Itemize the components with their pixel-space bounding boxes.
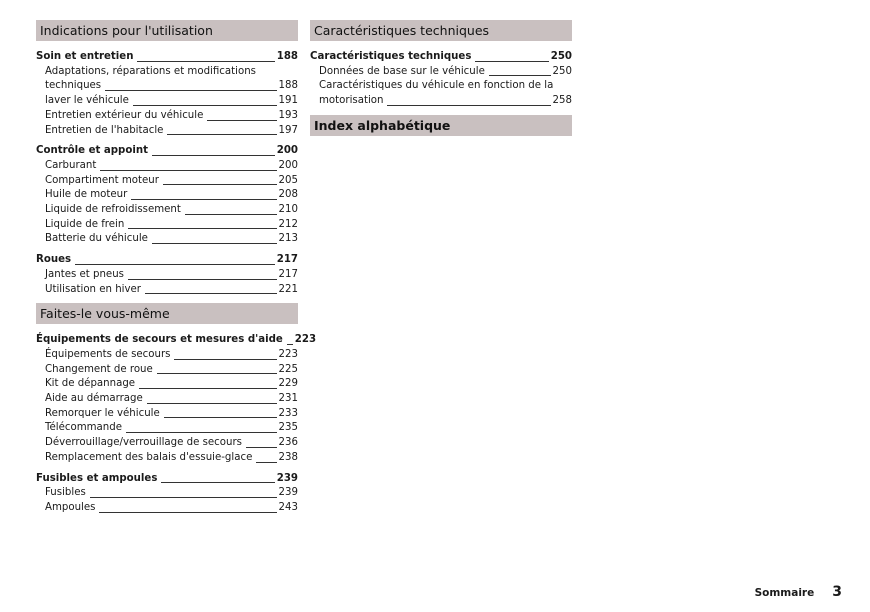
page-footer [755,584,842,600]
toc-entry-label: Remorquer le véhicule [45,407,160,419]
dot-leader [164,417,277,418]
toc-entry-label-line2: techniques [45,80,102,92]
toc-entry-page: 200 [276,145,298,157]
toc-entry-page: 236 [278,437,298,449]
dot-leader [152,155,275,156]
toc-entry-label: Batterie du véhicule [45,233,148,245]
toc-entry-label: Liquide de refroidissement [45,204,181,216]
toc-entry-adaptations[interactable] [36,79,298,94]
toc-entry-label: Entretien de l'habitacle [45,124,164,136]
dot-leader [475,61,548,62]
toc-entry-label: Données de base sur le véhicule [319,65,485,77]
toc-right-column [310,20,572,136]
page-number: 3 [832,584,842,600]
dot-leader [145,293,277,294]
toc-entry-controle-appoint[interactable] [36,144,298,159]
toc-entry-page: 208 [278,189,298,201]
toc-entry-label: Carburant [45,159,97,171]
toc-entry-page: 223 [278,348,298,360]
toc-entry-balais-essuie-glace[interactable] [36,451,298,466]
toc-entry-caracteristiques-techniques[interactable] [310,50,572,65]
dot-leader [256,462,276,463]
toc-entry-entretien-exterieur[interactable] [36,109,298,124]
toc-entry-label: Changement de roue [45,363,153,375]
toc-entry-deverrouillage[interactable] [36,436,298,451]
toc-entry-page: 217 [278,268,298,280]
toc-entry-batterie[interactable] [36,232,298,247]
dot-leader [387,105,550,106]
section-header-caracteristiques: Caractéristiques techniques [310,20,572,41]
toc-entry-page: 197 [278,124,298,136]
toc-entry-remorquer[interactable] [36,407,298,422]
toc-entry-label: Déverrouillage/verrouillage de secours [45,437,242,449]
toc-entry-page: 238 [278,451,298,463]
toc-entry-page: 193 [278,109,298,121]
dot-leader [152,243,277,244]
toc-entry-compartiment-moteur[interactable] [36,174,298,189]
dot-leader [157,373,277,374]
toc-entry-fusibles[interactable] [36,486,298,501]
toc-entry-jantes-pneus[interactable] [36,268,298,283]
toc-entry-label-line1[interactable]: Caractéristiques du véhicule en fonction de la [319,80,554,92]
toc-entry-label: Huile de moteur [45,189,128,201]
toc-entry-kit-depannage[interactable] [36,377,298,392]
dot-leader [139,388,276,389]
dot-leader [128,279,277,280]
dot-leader [287,344,293,345]
toc-entry-equipements-secours-mesures[interactable] [36,333,317,348]
toc-entry-label: Télécommande [45,422,122,434]
dot-leader [137,61,274,62]
dot-leader [126,432,277,433]
toc-entry-motorisation[interactable] [310,94,572,109]
toc-entry-page: 225 [278,363,298,375]
dot-leader [105,90,276,91]
toc-entry-label: Remplacement des balais d'essuie-glace [45,451,253,463]
toc-entry-equipements-secours[interactable] [36,348,298,363]
toc-entry-liquide-frein[interactable] [36,218,298,233]
toc-entry-page: 221 [278,283,298,295]
dot-leader [131,199,276,200]
dot-leader [75,264,275,265]
toc-entry-label: Équipements de secours [45,348,171,360]
toc-entry-page: 188 [278,80,298,92]
dot-leader [163,184,277,185]
toc-entry-label: Caractéristiques techniques [310,51,472,62]
toc-entry-label: Jantes et pneus [45,268,124,280]
dot-leader [90,497,277,498]
dot-leader [147,403,277,404]
section-header-indications: Indications pour l'utilisation [36,20,298,41]
toc-left-column [36,20,317,516]
toc-entry-utilisation-hiver[interactable] [36,283,298,298]
toc-entry-label: Roues [36,254,72,266]
toc-entry-page: 231 [278,393,298,405]
toc-entry-label: Soin et entretien [36,51,134,62]
dot-leader [174,359,276,360]
dot-leader [161,482,274,483]
toc-entry-page: 229 [278,378,298,390]
toc-entry-page: 239 [278,487,298,499]
toc-entry-page: 217 [276,254,298,266]
toc-entry-aide-demarrage[interactable] [36,392,298,407]
toc-entry-label: Entretien extérieur du véhicule [45,109,204,121]
toc-entry-page: 239 [276,472,298,484]
toc-entry-page: 223 [294,334,317,346]
toc-entry-changement-roue[interactable] [36,363,298,378]
toc-entry-page: 205 [278,174,298,186]
footer-label: Sommaire [754,587,815,599]
toc-entry-label: Compartiment moteur [45,174,159,186]
toc-entry-label: Fusibles et ampoules [36,472,158,484]
toc-entry-label-line2: motorisation [319,95,384,107]
toc-entry-ampoules[interactable] [36,501,298,516]
toc-entry-label: Ampoules [45,501,96,513]
toc-entry-label: Aide au démarrage [45,393,143,405]
toc-entry-label: Équipements de secours et mesures d'aide [36,334,283,346]
toc-entry-entretien-habitacle[interactable] [36,124,298,139]
dot-leader [128,228,276,229]
dot-leader [207,120,276,121]
toc-entry-fusibles-ampoules[interactable] [36,472,298,487]
dot-leader [167,134,276,135]
dot-leader [99,512,276,513]
toc-entry-page: 243 [278,501,298,513]
toc-entry-label: Kit de dépannage [45,378,136,390]
toc-entry-page: 235 [278,422,298,434]
dot-leader [185,214,277,215]
toc-entry-label: Fusibles [45,487,86,499]
toc-entry-page: 188 [276,51,298,62]
toc-entry-roues[interactable] [36,253,298,268]
dot-leader [100,170,276,171]
toc-entry-label: Liquide de frein [45,218,125,230]
toc-entry-page: 233 [278,407,298,419]
toc-entry-label: laver le véhicule [45,95,129,107]
section-header-faites-le: Faites-le vous-même [36,303,298,324]
toc-entry-page: 258 [552,95,572,107]
toc-entry-page: 200 [278,159,298,171]
toc-entry-label: Contrôle et appoint [36,145,148,157]
toc-entry-label-line1[interactable]: Adaptations, réparations et modifications [45,65,256,77]
dot-leader [246,447,277,448]
toc-entry-huile-moteur[interactable] [36,188,298,203]
toc-entry-soin-entretien[interactable] [36,50,298,65]
toc-entry-donnees-base[interactable] [310,65,572,80]
toc-entry-telecommande[interactable] [36,421,298,436]
toc-entry-page: 250 [552,65,572,77]
dot-leader [489,75,551,76]
dot-leader [133,105,277,106]
toc-entry-page: 210 [278,204,298,216]
toc-entry-page: 191 [278,95,298,107]
toc-entry-page: 212 [278,218,298,230]
toc-entry-page: 250 [550,51,572,62]
toc-entry-carburant[interactable] [36,159,298,174]
toc-entry-page: 213 [278,233,298,245]
section-header-index[interactable]: Index alphabétique [310,115,572,136]
toc-entry-label: Utilisation en hiver [45,283,141,295]
toc-entry-liquide-refroidissement[interactable] [36,203,298,218]
toc-entry-laver[interactable] [36,94,298,109]
